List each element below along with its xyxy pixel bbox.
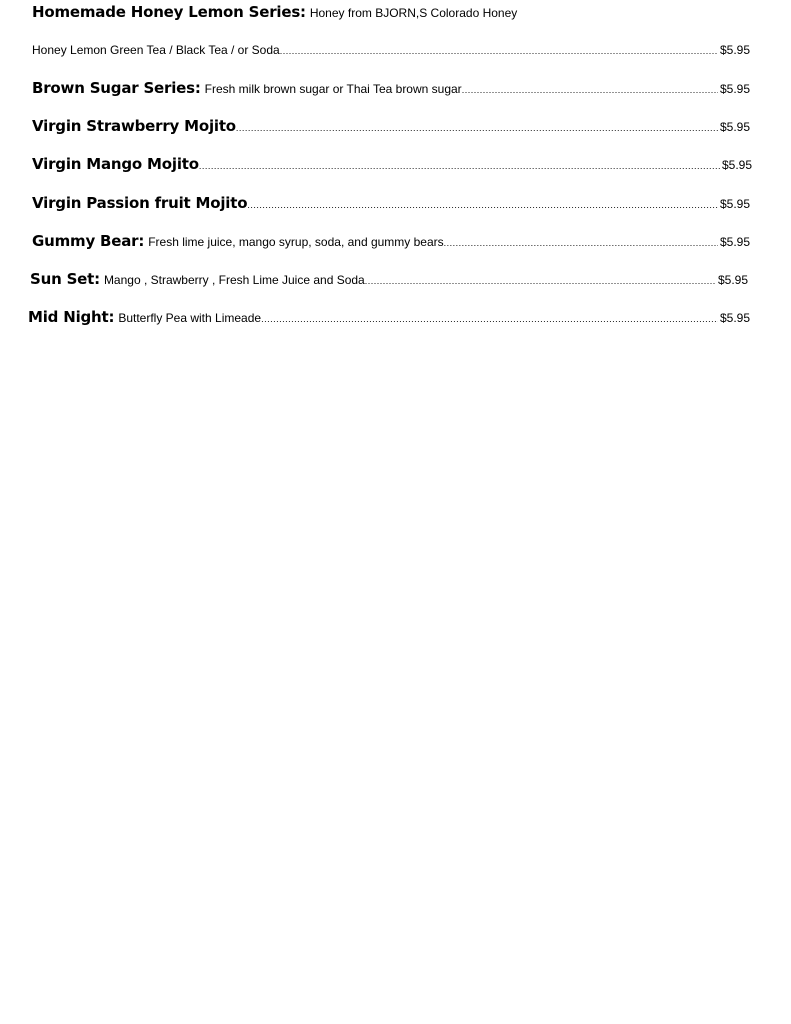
menu-header [32, 3, 517, 21]
menu-item-title: Gummy Bear: [32, 232, 145, 250]
section-subtitle: Honey from BJORN,S Colorado Honey [309, 6, 518, 20]
menu-item-mango-mojito [32, 155, 752, 173]
dot-leader [247, 200, 718, 210]
menu-item-honey-lemon [32, 43, 750, 57]
menu-item-sun-set [30, 270, 748, 288]
menu-item-price: $5.95 [719, 43, 750, 57]
menu-item-price: $5.95 [719, 82, 750, 96]
menu-item-passion-fruit-mojito [32, 194, 750, 212]
menu-item-price: $5.95 [717, 273, 748, 287]
menu-item-title: Brown Sugar Series: [32, 79, 201, 97]
menu-item-title: Mid Night: [28, 308, 115, 326]
menu-item-title: Virgin Passion fruit Mojito [32, 194, 248, 212]
menu-item-description: Fresh lime juice, mango syrup, soda, and gummy bears [148, 235, 444, 249]
menu-item-price: $5.95 [719, 235, 750, 249]
dot-leader [199, 161, 720, 171]
menu-item-description: Mango , Strawberry , Fresh Lime Juice and Soda [103, 273, 365, 287]
dot-leader [462, 85, 718, 95]
menu-item-mid-night [28, 308, 750, 326]
menu-item-title: Sun Set: [30, 270, 100, 288]
dot-leader [444, 238, 718, 248]
menu-item-brown-sugar [32, 79, 750, 97]
menu-item-title: Virgin Mango Mojito [32, 155, 199, 173]
menu-item-price: $5.95 [721, 158, 752, 172]
menu-item-title: Virgin Strawberry Mojito [32, 117, 236, 135]
menu-item-price: $5.95 [719, 311, 750, 325]
menu-item-strawberry-mojito [32, 117, 750, 135]
menu-item-description: Fresh milk brown sugar or Thai Tea brown sugar [204, 82, 462, 96]
section-title: Homemade Honey Lemon Series: [32, 3, 306, 21]
dot-leader [236, 123, 718, 133]
dot-leader [261, 314, 718, 324]
dot-leader [280, 46, 718, 56]
menu-item-price: $5.95 [719, 197, 750, 211]
menu-item-description: Honey Lemon Green Tea / Black Tea / or Soda [32, 43, 280, 57]
menu-item-price: $5.95 [719, 120, 750, 134]
dot-leader [365, 276, 716, 286]
menu-item-description: Butterfly Pea with Limeade [118, 311, 262, 325]
menu-item-gummy-bear [32, 232, 750, 250]
